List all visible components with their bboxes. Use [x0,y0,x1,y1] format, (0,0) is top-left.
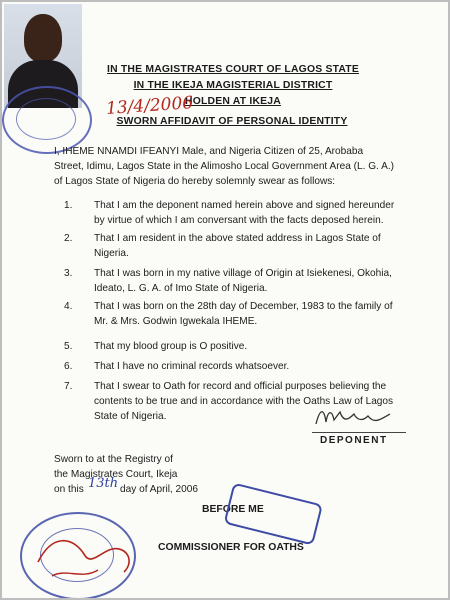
item-6-line-1: That I have no criminal records whatsoever. [94,361,290,372]
before-me-label: BEFORE ME [202,504,264,515]
court-seal-stamp-inner [16,98,76,140]
commissioner-label: COMMISSIONER FOR OATHS [158,542,304,553]
deponent-signature [314,404,394,435]
intro-line-1: I, IHEME NNAMDI IFEANYI Male, and Nigeria Citizen of 25, Arobaba [54,146,364,157]
sworn-line-1: Sworn to at the Registry of [54,454,173,465]
item-3-line-2: Ideato, L. G. A. of Imo State of Nigeria. [94,283,268,294]
deponent-label: DEPONENT [320,435,388,446]
sworn-line-3-prefix: on this [54,484,84,495]
intro-line-3: of Lagos State of Nigeria do hereby solemnly swear as follows: [54,176,336,187]
item-4-line-1: That I was born on the 28th day of December, 1983 to the family of [94,301,393,312]
item-number: 1. [64,200,73,211]
item-5-line-1: That my blood group is O positive. [94,341,248,352]
item-3-line-1: That I was born in my native village of Origin at Isiekenesi, Okohia, [94,268,392,279]
signature-line [312,432,406,433]
intro-line-2: Street, Idimu, Lagos State in the Alimosho Local Government Area (L. G. A.) [54,161,394,172]
item-number: 5. [64,341,73,352]
court-heading-1: IN THE MAGISTRATES COURT OF LAGOS STATE [107,64,359,75]
item-number: 6. [64,361,73,372]
item-4-line-2: Mr. & Mrs. Godwin Igwekala IHEME. [94,316,258,327]
item-7-line-1: That I swear to Oath for record and official purposes believing the [94,381,387,392]
affidavit-page [2,2,448,598]
sworn-day: 13th [88,476,119,491]
item-number: 7. [64,381,73,392]
item-number: 3. [64,268,73,279]
item-number: 2. [64,233,73,244]
commissioner-stamp [222,481,324,548]
item-number: 4. [64,301,73,312]
item-1-line-1: That I am the deponent named herein above and signed hereunder [94,200,395,211]
item-1-line-2: by virtue of which I am conversant with the facts deposed herein. [94,215,384,226]
photo-head [24,14,62,62]
court-heading-2: IN THE IKEJA MAGISTERIAL DISTRICT [133,80,333,91]
item-7-line-3: State of Nigeria. [94,411,167,422]
item-7-line-2: contents to be true and in accordance with the Oaths Law of Lagos [94,396,394,407]
item-2-line-1: That I am resident in the above stated address in Lagos State of [94,233,381,244]
sworn-line-3-suffix: day of April, 2006 [120,484,198,495]
document-title: SWORN AFFIDAVIT OF PERSONAL IDENTITY [116,116,348,127]
bottom-seal-red-ink [32,524,142,598]
item-2-line-2: Nigeria. [94,248,129,259]
sworn-line-2: the Magistrates Court, Ikeja [54,469,178,480]
court-heading-3: HOLDEN AT IKEJA [185,96,281,107]
handwritten-date: 13/4/2006 [105,92,194,120]
